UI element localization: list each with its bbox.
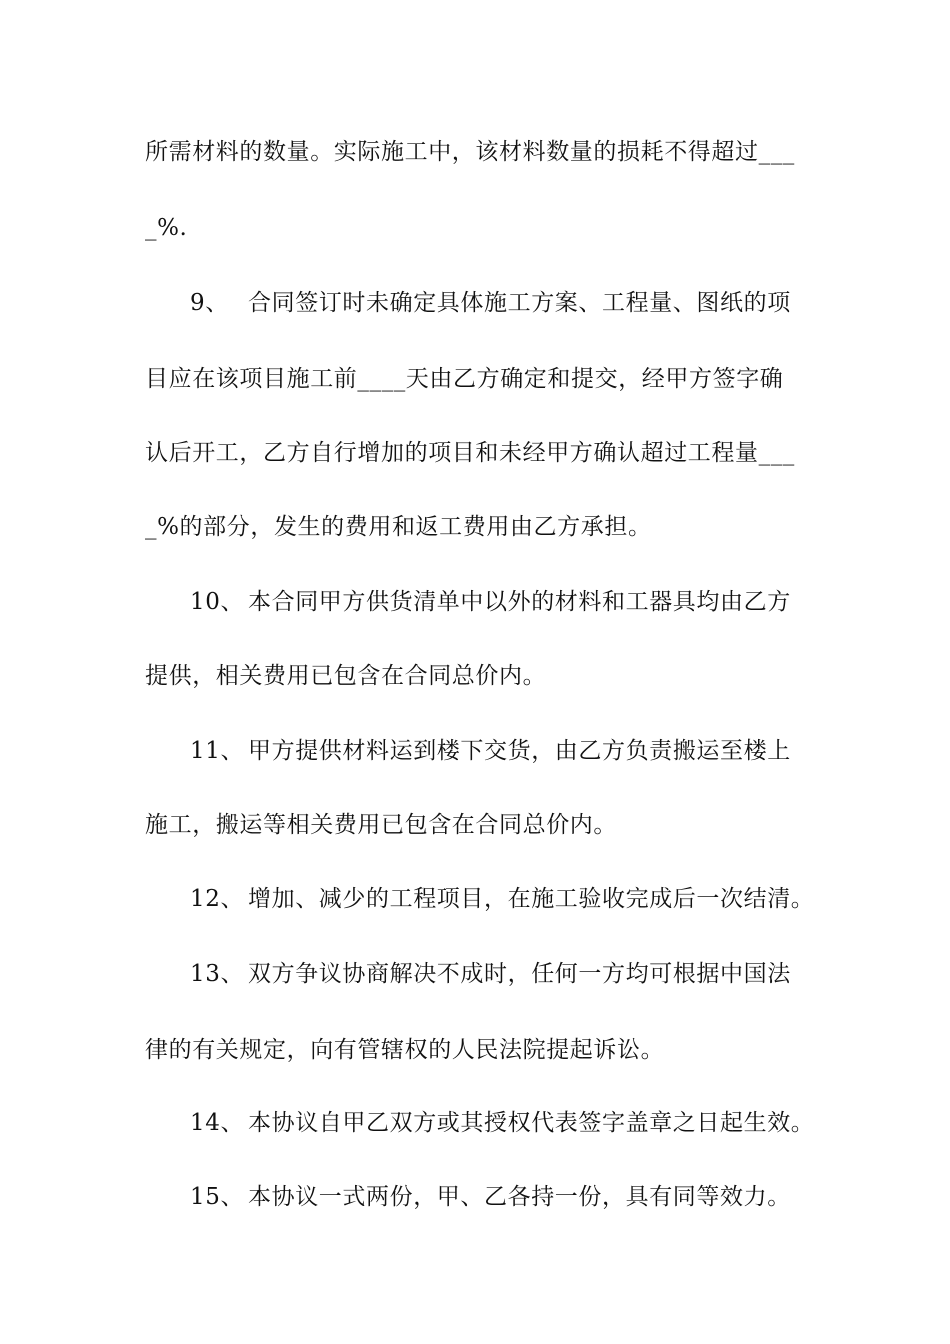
clause-text: 本协议一式两份，甲、乙各持一份，具有同等效力。	[248, 1184, 791, 1210]
clause-text: 本协议自甲乙双方或其授权代表签字盖章之日起生效。	[248, 1110, 815, 1136]
clause-number: 11、	[190, 738, 245, 764]
text-line-content: 所需材料的数量。实际施工中，该材料数量的损耗不得超过___	[145, 139, 795, 165]
clause-10	[190, 587, 791, 617]
text-line-content: 目应在该项目施工前____天由乙方确定和提交，经甲方签字确	[145, 366, 784, 392]
text-line	[145, 438, 795, 468]
text-line-content: _%的部分，发生的费用和返工费用由乙方承担。	[145, 514, 652, 540]
text-line	[145, 137, 795, 167]
clause-number: 10、	[190, 589, 245, 615]
text-line	[145, 213, 187, 243]
clause-text: 本合同甲方供货清单中以外的材料和工器具均由乙方	[248, 589, 791, 615]
clause-12	[190, 884, 814, 914]
text-line	[145, 810, 617, 840]
clause-number: 12、	[190, 886, 245, 912]
clause-text: 增加、减少的工程项目，在施工验收完成后一次结清。	[248, 886, 815, 912]
text-line-content: _%.	[145, 215, 188, 241]
text-line	[145, 1035, 664, 1065]
clause-number: 9、	[190, 290, 229, 316]
text-line	[145, 661, 546, 691]
clause-text: 合同签订时未确定具体施工方案、工程量、图纸的项	[248, 290, 791, 316]
clause-9	[190, 288, 791, 318]
text-line-content: 提供，相关费用已包含在合同总价内。	[145, 663, 547, 689]
clause-11	[190, 736, 791, 766]
clause-number: 13、	[190, 961, 245, 987]
clause-14	[190, 1108, 814, 1138]
clause-number: 14、	[190, 1110, 245, 1136]
text-line-content: 认后开工，乙方自行增加的项目和未经甲方确认超过工程量___	[145, 440, 795, 466]
text-line	[145, 364, 783, 394]
clause-13	[190, 959, 791, 989]
clause-text: 甲方提供材料运到楼下交货，由乙方负责搬运至楼上	[248, 738, 791, 764]
clause-text: 双方争议协商解决不成时，任何一方均可根据中国法	[248, 961, 791, 987]
clause-15	[190, 1182, 791, 1212]
text-line-content: 施工，搬运等相关费用已包含在合同总价内。	[145, 812, 617, 838]
clause-number: 15、	[190, 1184, 245, 1210]
text-line-content: 律的有关规定，向有管辖权的人民法院提起诉讼。	[145, 1037, 665, 1063]
text-line	[145, 512, 652, 542]
